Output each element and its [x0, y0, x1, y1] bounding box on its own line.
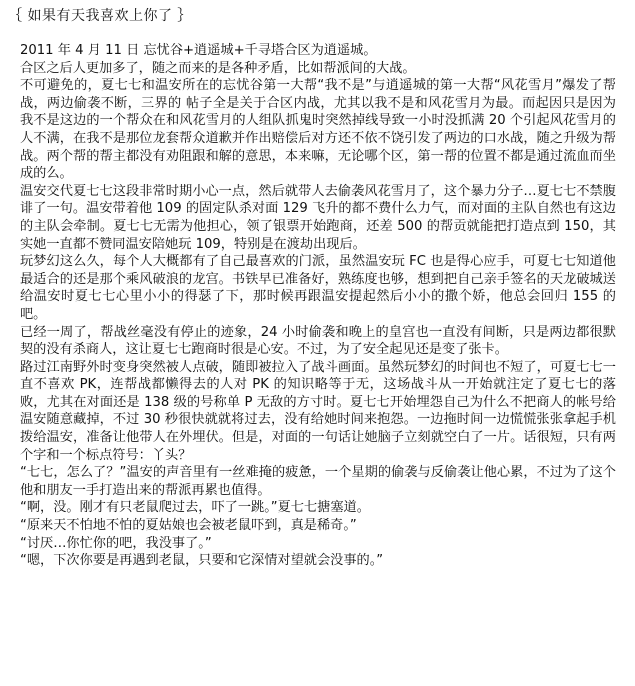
- paragraph: 温安交代夏七七这段非常时期小心一点，然后就带人去偷袭风花雪月了，这个暴力分子…夏七七不禁腹诽了一句。温安带着他 109 的固定队杀对面 129 飞升的都不费什么力气，而对面的主队自然也有这边的主队会牵制。夏七七无需为他担心，领了银票开始跑商，还差 500 的帮贡就能把打造点到 150，其实她一直都不赞同温安陪她玩 109，特别是在渡劫出现后。: [20, 183, 616, 252]
- paragraph: 已经一周了，帮战丝毫没有停止的迹象，24 小时偷袭和晚上的皇宫也一直没有间断，只是两边都很默契的没有杀商人，这让夏七七跑商时很是心安。不过，为了安全起见还是变了张卡。: [20, 324, 616, 358]
- page-title: ｛ 如果有天我喜欢上你了 ｝: [8, 8, 192, 24]
- article-body: [20, 42, 616, 570]
- paragraph: 2011 年 4 月 11 日 忘忧谷+逍遥城+千寻塔合区为逍遥城。: [20, 43, 377, 58]
- paragraph: “讨厌…你忙你的吧，我没事了。”: [20, 535, 212, 551]
- paragraph: 不可避免的，夏七七和温安所在的忘忧谷第一大帮“我不是”与逍遥城的第一大帮“风花雪月”爆发了帮战，两边偷袭不断，三界的 帖子全是关于合区内战，尤其以我不是和风花雪月为最。而起因只是因为我不是这边的一个帮众在和风花雪月的人组队抓鬼时突然掉线导致一小时没抓满 20 个引起风花雪月的人不满，在我不是那位龙套帮众道歉并作出赔偿后对方还不依不饶引发了两边的口水战，随之升级为帮战。两个帮的帮主都没有劝阻跟和解的意思，本来嘛，无论哪个区，第一帮的位置不都是通过流血而坐成的么。: [20, 78, 616, 182]
- paragraph: 合区之后人更加多了，随之而来的是各种矛盾，比如帮派间的大战。: [20, 60, 416, 76]
- paragraph: 玩梦幻这么久，每个人大概都有了自己最喜欢的门派，虽然温安玩 FC 也是得心应手，可夏七七知道他最适合的还是那个乘风破浪的龙宫。书铁早已准备好，熟练度也够，想到把自己亲手签名的天龙破城送给温安时夏七七心里小小的得瑟了下，那时候再跟温安提起然后小小的撒个娇，他总会回归 155 的吧。: [20, 254, 616, 322]
- paragraph: “啊，没。刚才有只老鼠爬过去，吓了一跳。”夏七七搪塞道。: [20, 500, 370, 516]
- paragraph: 路过江南野外时变身突然被人点破，随即被拉入了战斗画面。虽然玩梦幻的时间也不短了，可夏七七一直不喜欢 PK，连帮战都懒得去的人对 PK 的知识略等于无，这场战斗从一开始就注定了夏七七的落败，尤其在对面还是 138 级的号称单 P 无敌的方寸时。夏七七开始埋怨自己为什么不把商人的帐号给温安随意藏掉，不过 30 秒很快就就将过去，没有给她时间来抱怨。一边拖时间一边慌慌张张拿起手机拨给温安，准备让他带人在外埋伏。但是，对面的一句话让她脑子立刻就空白了一片。话很短，只有两个字和一个标点符号：丫头？: [20, 359, 616, 463]
- paragraph: “七七，怎么了？”温安的声音里有一丝难掩的疲惫，一个星期的偷袭与反偷袭让他心累，不过为了这个他和朋友一手打造出来的帮派再累也值得。: [20, 465, 616, 498]
- paragraph: “原来天不怕地不怕的夏姑娘也会被老鼠吓到，真是稀奇。”: [20, 518, 357, 534]
- paragraph: “嗯，下次你要是再遇到老鼠，只要和它深情对望就会没事的。”: [20, 553, 384, 569]
